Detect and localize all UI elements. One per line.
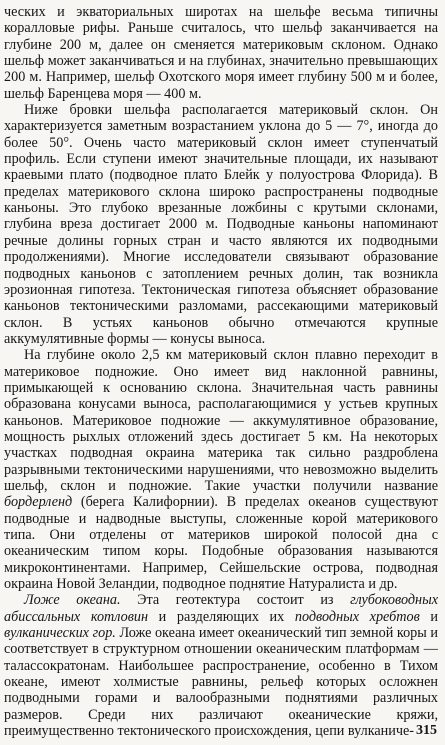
text-run: На глубине около 2,5 км материковый склон плавно переходит в материковое подножие. Оно имеет вид наклонной равнины, примыкающей к основанию склона. Значительная часть равнины образована конусами выноса, располагающимися у устьев крупных каньонов. Материковое подножие — аккумулятивное образование, мощность рыхлых отложений здесь достигает 5 км. На некоторых участках подводная окраина материка так сильно раздроблена разрывными тектоническими нарушениями, что невозможно выделить шельф, склон и подножие. Такие участки получили название bbox=[4, 347, 438, 494]
body-text bbox=[4, 4, 438, 739]
page-number: 315 bbox=[416, 723, 437, 738]
italic-term: подводных хребтов bbox=[294, 608, 420, 625]
italic-term: вулканических гор. bbox=[4, 625, 116, 642]
paragraph-3 bbox=[4, 347, 438, 592]
paragraph-1 bbox=[4, 4, 438, 102]
text-run: Ложе океана имеет океанический тип земной коры и соответствует в структурном отношении океаническим платформам — талассократонам. Наибольшее распространение, особенно в Тихом океане, имеют холмистые равнины, рельеф которых осложнен подводными горами и валообразными поднятиями различных размеров. Среди них различают океанические кряжи, преимущественно тектонического происхождения, цепи вулканиче- bbox=[4, 625, 438, 740]
text-run: ческих и экваториальных широтах на шельфе весьма типичны коралловые рифы. Раньше считалось, что шельф заканчивается на глубине 200 м, далее он сменяется материковым склоном. Однако шельф может заканчиваться и на глубинах, значительно превышающих 200 м. Например, шельф Охотского моря имеет глубину 500 м и более, шельф Баренцева моря — 400 м. bbox=[4, 4, 438, 102]
italic-term: бордерленд bbox=[4, 494, 73, 511]
paragraph-2 bbox=[4, 102, 438, 347]
text-run: и bbox=[419, 608, 439, 625]
text-run: (берега Калифорнии). В пределах океанов существуют подводные и надводные выступы, сложенные корой материкового типа. Они отделены от материков широкой полосой дна с океаническим типом коры. Подобные образования называются микроконтинентами. Например, Сейшельские острова, подводная окраина Новой Зеландии, подводное поднятие Натуралиста и др. bbox=[4, 494, 438, 593]
italic-term: Ложе океана. bbox=[24, 592, 121, 609]
text-run: Эта геотектура состоит из bbox=[120, 592, 351, 609]
text-run: Ниже бровки шельфа располагается материковый склон. Он характеризуется заметным возрастанием уклона до 5 — 7°, иногда до более 50°. Очень часто материковый склон имеет ступенчатый профиль. Если ступени имеют значительные площади, их называют краевыми плато (подводное плато Блейк у полуострова Флорида). В пределах материкового склона широко распространены подводные каньоны. Это глубоко врезанные ложбины с крутыми склонами, глубина вреза достигает 2000 м. Подводные каньоны напоминают речные долины горных стран и часто являются их подводными продолжениями). Многие исследователи связывают образование подводных каньонов с затоплением речных долин, так возникла эрозионная гипотеза. Тектоническая гипотеза объясняет образование каньонов тектоническими разломами, рассекающими материковый склон. В устьях каньонов обычно отмечаются крупные аккумулятивные формы — конусы выноса. bbox=[4, 102, 438, 347]
text-run: и разделяющих их bbox=[148, 608, 295, 625]
italic-term: глубоководных абиссальных котловин bbox=[4, 592, 438, 625]
paragraph-4 bbox=[4, 592, 438, 739]
